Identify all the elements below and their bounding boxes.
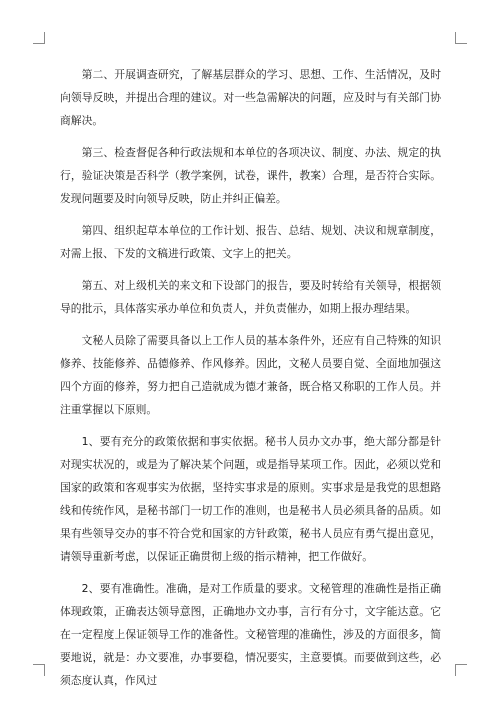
crop-mark-bottom-right [455, 664, 467, 676]
paragraph-duty-3: 第三、检查督促各种行政法规和本单位的各项决议、制度、办法、规定的执行，验证决策是否科学（教学案例，试卷，课件，教案）合理，是否符合实际。发现问题要及时向领导反映，防止并纠正偏差。 [60, 146, 441, 205]
crop-mark-top-right [455, 32, 467, 44]
paragraph-duty-5: 第五、对上级机关的来文和下设部门的报告，要及时转给有关领导，根据领导的批示，具体落实承办单位和负责人，并负责催办，如期上报办理结果。 [60, 279, 441, 315]
paragraph-qualifications: 文秘人员除了需要具备以上工作人员的基本条件外，还应有自己特殊的知识修养、技能修养、品德修养、作风修养。因此，文秘人员要自觉、全面地加强这四个方面的修养，努力把自己造就成为德才兼备，既合格又称职的工作人员。并注重掌握以下原则。 [60, 334, 441, 416]
paragraph-principle-2: 2、要有准确性。准确，是对工作质量的要求。文秘管理的准确性是指正确体现政策，正确表达领导意图，正确地办文办事，言行有分寸，文字能达意。它在一定程度上保证领导工作的准备性。文秘管理的准确性，涉及的方面很多，简要地说，就是：办文要准，办事要稳，情况要实，主意要慎。而要做到这些，必须态度认真，作风过 [60, 582, 441, 687]
crop-mark-top-left [33, 32, 45, 44]
paragraph-duty-2: 第二、开展调查研究，了解基层群众的学习、思想、工作、生活情况，及时向领导反映，并提出合理的建议。对一些急需解决的问题，应及时与有关部门协商解决。 [60, 68, 441, 127]
paragraph-principle-1: 1、要有充分的政策依据和事实依据。秘书人员办文办事，绝大部分都是针对现实状况的，或是为了解决某个问题，或是指导某项工作。因此，必须以党和国家的政策和客观事实为依据，坚持实事求是的原则。实事求是是我党的思想路线和传统作风，是秘书部门一切工作的准则，也是秘书人员必须具备的品质。如果有些领导交办的事不符合党和国家的方针政策，秘书人员应有勇气提出意见，请领导重新考虑，以保证正确贯彻上级的指示精神，把工作做好。 [60, 435, 441, 563]
crop-mark-bottom-left [33, 664, 45, 676]
document-body [60, 63, 441, 701]
paragraph-duty-4: 第四、组织起草本单位的工作计划、报告、总结、规划、决议和规章制度，对需上报、下发的文稿进行政策、文字上的把关。 [60, 224, 441, 260]
